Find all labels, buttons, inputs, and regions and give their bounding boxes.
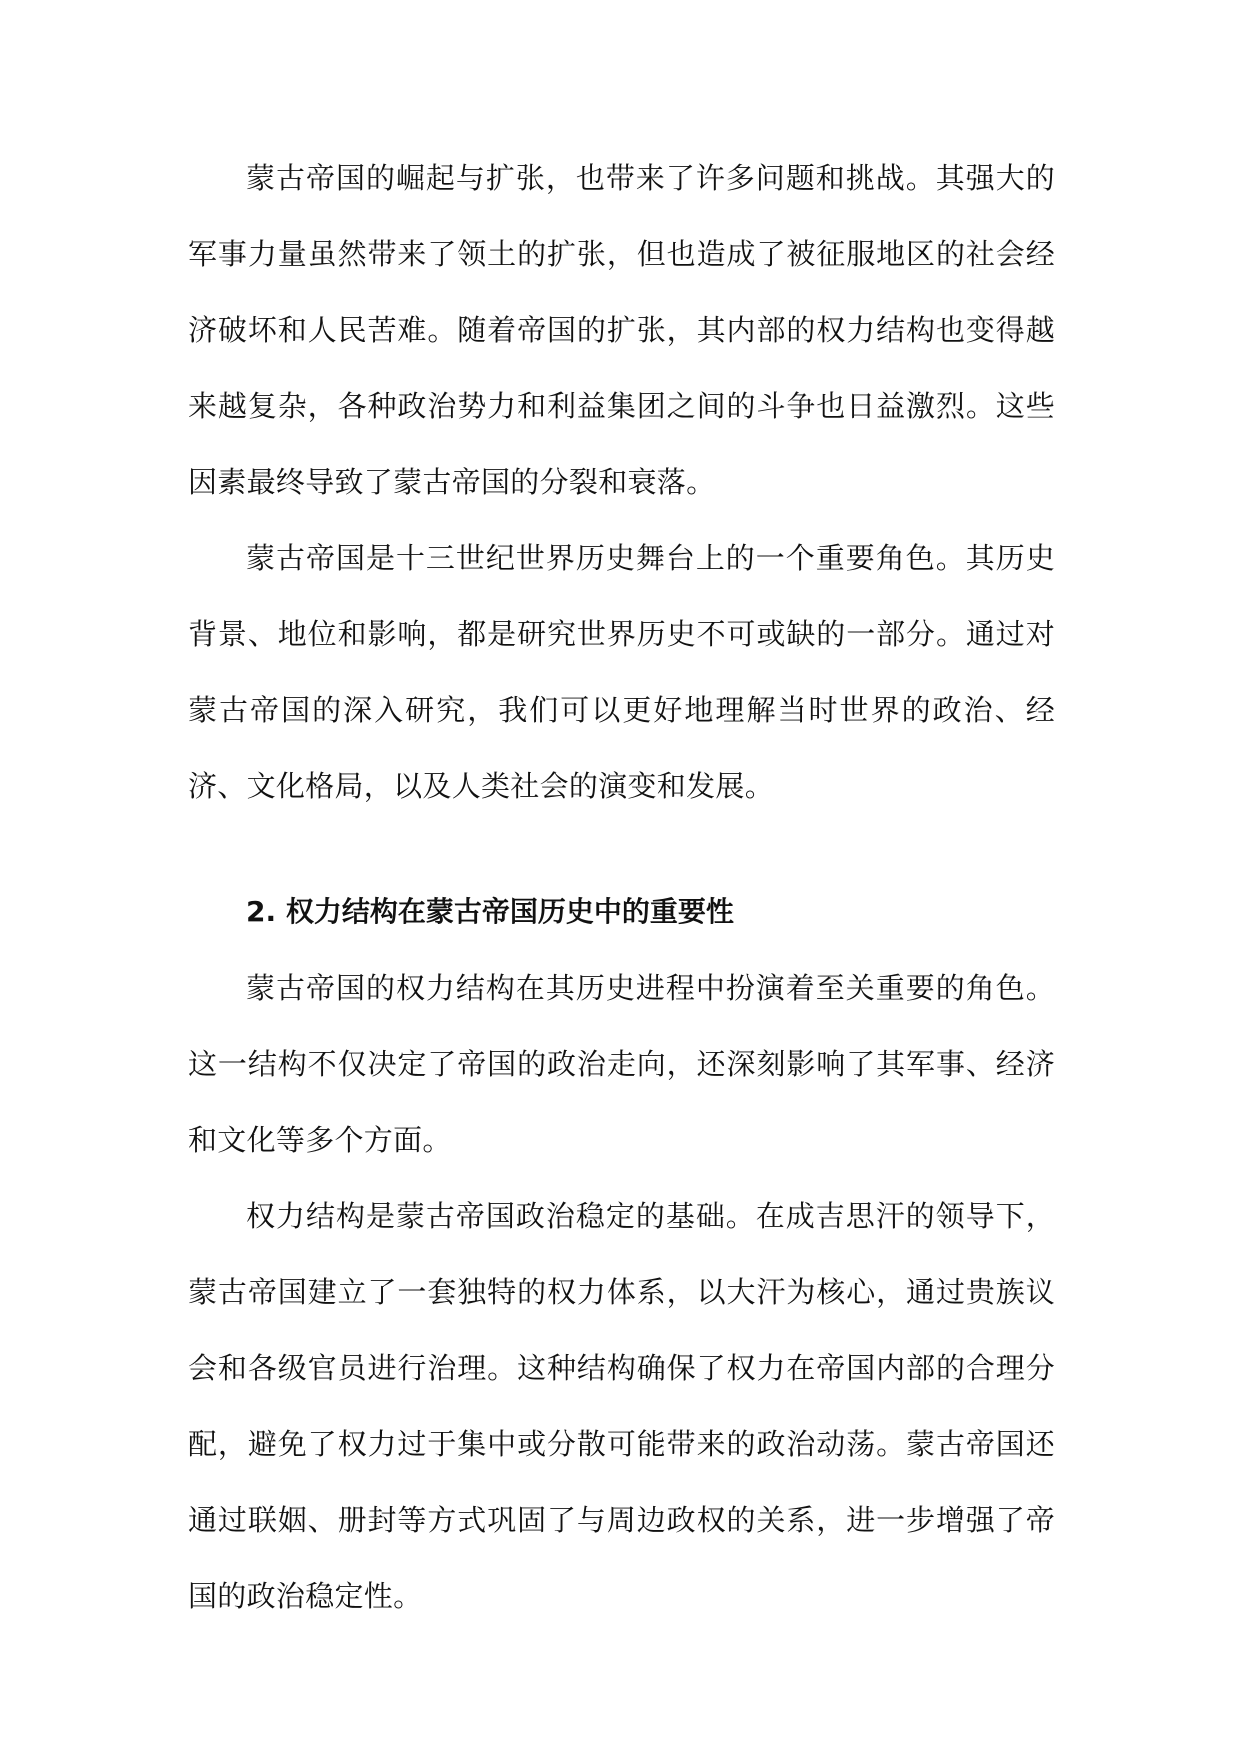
paragraph-expansion-challenges: 蒙古帝国的崛起与扩张，也带来了许多问题和挑战。其强大的军事力量虽然带来了领土的扩张，但也造成了被征服地区的社会经济破坏和人民苦难。随着帝国的扩张，其内部的权力结构也变得越来越复杂，各种政治势力和利益集团之间的斗争也日益激烈。这些因素最终导致了蒙古帝国的分裂和衰落。 bbox=[188, 161, 1055, 499]
document-page bbox=[188, 140, 1055, 1634]
section-heading: 2. 权力结构在蒙古帝国历史中的重要性 bbox=[246, 895, 734, 928]
paragraph-political-stability: 权力结构是蒙古帝国政治稳定的基础。在成吉思汗的领导下，蒙古帝国建立了一套独特的权力体系，以大汗为核心，通过贵族议会和各级官员进行治理。这种结构确保了权力在帝国内部的合理分配，避免了权力过于集中或分散可能带来的政治动荡。蒙古帝国还通过联姻、册封等方式巩固了与周边政权的关系，进一步增强了帝国的政治稳定性。 bbox=[188, 1199, 1055, 1613]
paragraph-historical-role: 蒙古帝国是十三世纪世界历史舞台上的一个重要角色。其历史背景、地位和影响，都是研究世界历史不可或缺的一部分。通过对蒙古帝国的深入研究，我们可以更好地理解当时世界的政治、经济、文化格局，以及人类社会的演变和发展。 bbox=[188, 541, 1055, 803]
paragraph-power-structure-role: 蒙古帝国的权力结构在其历史进程中扮演着至关重要的角色。这一结构不仅决定了帝国的政治走向，还深刻影响了其军事、经济和文化等多个方面。 bbox=[188, 971, 1055, 1157]
